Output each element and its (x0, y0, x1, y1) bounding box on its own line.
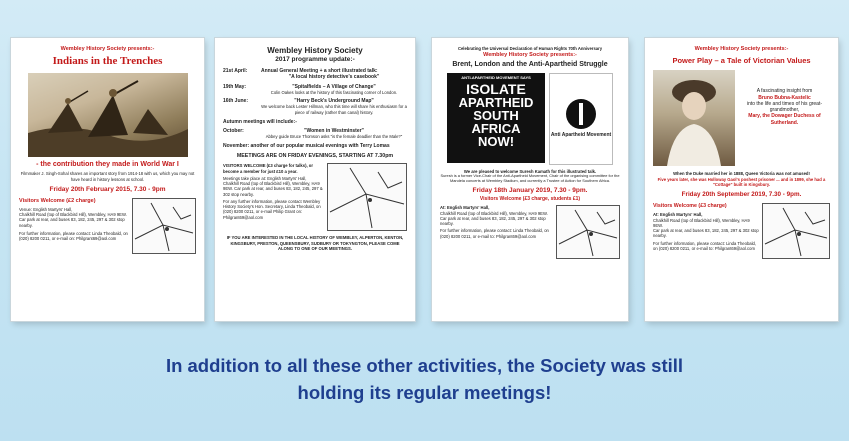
fridays-notice: MEETINGS ARE ON FRIDAY EVENINGS, STARTING AT 7.30pm (236, 152, 394, 159)
poster-indians-in-the-trenches (11, 38, 204, 321)
presents-line: Wembley History Society presents:- (60, 46, 155, 52)
event-date: Friday 20th February 2015, 7.30 - 9pm (49, 185, 166, 193)
poster-subtitle: - the contribution they made in World War I (36, 160, 179, 168)
poster-title: Wembley History Society (267, 46, 363, 55)
event-title: "Women in Westminster" (304, 128, 364, 135)
event-description: We welcome back Lester Hillman, who this time will share his enthusiasm for a piece of railway (rather than canal) history. (261, 104, 407, 115)
event-date: Friday 18th January 2019, 7.30 - 9pm. (472, 186, 588, 194)
event-title: Annual General Meeting + a short illustrated talk: (261, 68, 378, 75)
celebrating-line: Celebrating the Universal Declaration of Human Rights 70th Anniversary (457, 46, 603, 51)
location-map (762, 203, 830, 259)
poster-title: Indians in the Trenches (52, 54, 163, 67)
event-date: Friday 20th September 2019, 7.30 - 9pm. (681, 191, 802, 198)
poster-2017-programme (215, 38, 415, 321)
autumn-heading: Autumn meetings will include:- (223, 118, 297, 125)
caption-line-2: holding its regular meetings! (297, 382, 552, 403)
presents-line: Wembley History Society presents:- (694, 46, 789, 52)
war-painting (28, 73, 188, 157)
venue-address: Chalkhill Road (top of Blackbird Hill), Wembley, HA9 9EW. (653, 217, 750, 228)
person-name: Mary, the Dowager Duchess of Sutherland. (748, 113, 821, 126)
event-subtitle: "A local history detective's casebook" (288, 74, 380, 81)
banner-line: ISOLATE (466, 80, 526, 97)
event-title: "Harry Beck's Underground Map" (294, 98, 374, 105)
banner-line: AFRICA (471, 120, 521, 136)
event-date: 21st April: (223, 68, 248, 75)
insight-text-2: into the life and times of his great-grandmother, (746, 100, 823, 113)
venue-info: Meetings take place at: English Martyrs' Hall, Chalkhill Road (top of Blackbird Hill), Wembley, HA9 9EW. Car park at rear, and buses 83, 182, 245, 297 & 302 stop nearby. (223, 175, 323, 197)
event-date: 19th May: (223, 83, 247, 90)
banner-top: ANTI-APARTHEID MOVEMENT SAYS (461, 74, 531, 80)
location-map (327, 163, 407, 231)
november-event: November: another of our popular musical evenings with Terry Lomas (223, 142, 390, 149)
bottom-notice: IF YOU ARE INTERESTED IN THE LOCAL HISTORY OF WEMBLEY, ALPERTON, KENTON, KINGSBURY, PRESTON, QUEENSBURY, SUDBURY OR TOKYNGTON, PLEASE COME ALONG TO ONE OF OUR MEETINGS. (226, 235, 404, 251)
event-description: Colin Oakes looks at the history of this fascinating corner of London. (270, 89, 398, 95)
parking-info: Car park at rear, and buses 83, 182, 245, 297 & 302 stop nearby. (440, 215, 546, 226)
location-map (132, 198, 196, 254)
venue-name: At: English Martyrs' Hall, (653, 212, 703, 218)
banner-line: NOW! (477, 133, 515, 149)
event-row (223, 84, 407, 96)
poster-body: Filmmaker J. Singh-Sohal shares an important story from 1914-18 with us, which you may not have heard in history lessons at school. (20, 171, 195, 182)
banner-line: SOUTH (473, 107, 519, 123)
poster-power-play (645, 38, 838, 321)
parking-info: Car park at rear, and buses 83, 182, 245, 297 & 302 stop nearby. (19, 217, 125, 228)
event-row (223, 128, 407, 140)
event-row (223, 98, 407, 115)
venue-name: Venue: English Martyrs' Hall, (19, 206, 73, 212)
story-line: When the Duke married her in 1888, Queen Victoria was not amused! (673, 171, 810, 177)
contact-info: For further information, please contact: Linda Theobald, on (020) 8200 0211, or e-mail on: Philgrant69@aol.com (19, 230, 128, 242)
contact-info: For any further information, please contact Wembley History Society's Hon. Secretary, Linda Theobald, on (020) 8200 0211, or e-mail Philip Grant on: Philgrant69@aol.com (223, 198, 321, 220)
intro-text: We are pleased to welcome Suresh Kamath for this illustrated talk. (463, 168, 597, 174)
event-title: "Spitalfields – A Village of Change" (292, 83, 376, 90)
logo-text: Anti Apartheid Movement (550, 132, 612, 139)
contact-info: For further information, please contact: Linda Theobald, on (020) 8200 0211, or e-mail to: Philgrant69@aol.com (440, 228, 549, 239)
event-description: Abbey guide Bruce Thomson asks "is the female deadlier than the Male?" (265, 134, 403, 140)
programme-heading: 2017 programme update:- (275, 56, 355, 63)
venue-address: Chalkhill Road (top of Blackbird Hill), Wembley, HA9 9EW. (19, 212, 127, 218)
insight-text: A fascinating insight from (756, 88, 813, 95)
soldiers-illustration (28, 73, 188, 157)
isolate-apartheid-banner (447, 73, 545, 163)
visitors-welcome: Visitors Welcome (£2 charge) (19, 198, 96, 204)
contact-info: For further information, please contact: Linda Theobald, on (020) 8200 0211, or e-mail to: Philgrant69@aol.com (653, 240, 757, 251)
anti-apartheid-logo (549, 73, 613, 165)
poster-title: Brent, London and the Anti-Apartheid Struggle (452, 61, 608, 69)
event-date: 16th June: (223, 98, 249, 105)
poster-title: Power Play – a Tale of Victorian Values (672, 55, 811, 65)
caption (0, 352, 849, 406)
parking-info: Car park at rear, and buses 83, 182, 245, 297 & 302 stop nearby. (653, 228, 759, 239)
visitors-welcome: Visitors Welcome (£3 charge, students £1) (479, 196, 581, 202)
event-row (223, 68, 407, 81)
duchess-portrait (653, 70, 735, 166)
banner-line: APARTHEID (458, 94, 534, 110)
presents-line: Wembley History Society presents:- (483, 52, 577, 59)
visitors-welcome: Visitors Welcome (£3 charge) (653, 202, 727, 209)
speaker-name: Bruno Bubna-Kastelic (758, 94, 811, 101)
story-line-2: Five years later, she was Holloway Gaol's poshest prisoner ... and in 1899, she had a "Cottage" built in Kingsbury. (657, 176, 826, 187)
caption-line-1: In addition to all these other activities, the Society was still (165, 355, 684, 376)
event-date: October: (223, 128, 244, 135)
speaker-bio: Suresh is a former Vice-Chair of the Anti-Apartheid Movement, Chair of the organising committee for the Mandela concerts at Wembley Stadium, and currently a Trustee of Action for Southern Africa. (440, 173, 620, 183)
venue-name: At: English Martyrs' Hall, (440, 205, 490, 211)
logo-icon (566, 99, 596, 129)
poster-anti-apartheid (432, 38, 628, 321)
visitors-welcome: VISITORS WELCOME (£3 charge for talks), or become a member for just £10 a year. (223, 163, 313, 174)
venue-address: Chalkhill Road (top of Blackbird Hill), Wembley, HA9 9EW. (440, 210, 548, 216)
location-map (556, 205, 620, 259)
